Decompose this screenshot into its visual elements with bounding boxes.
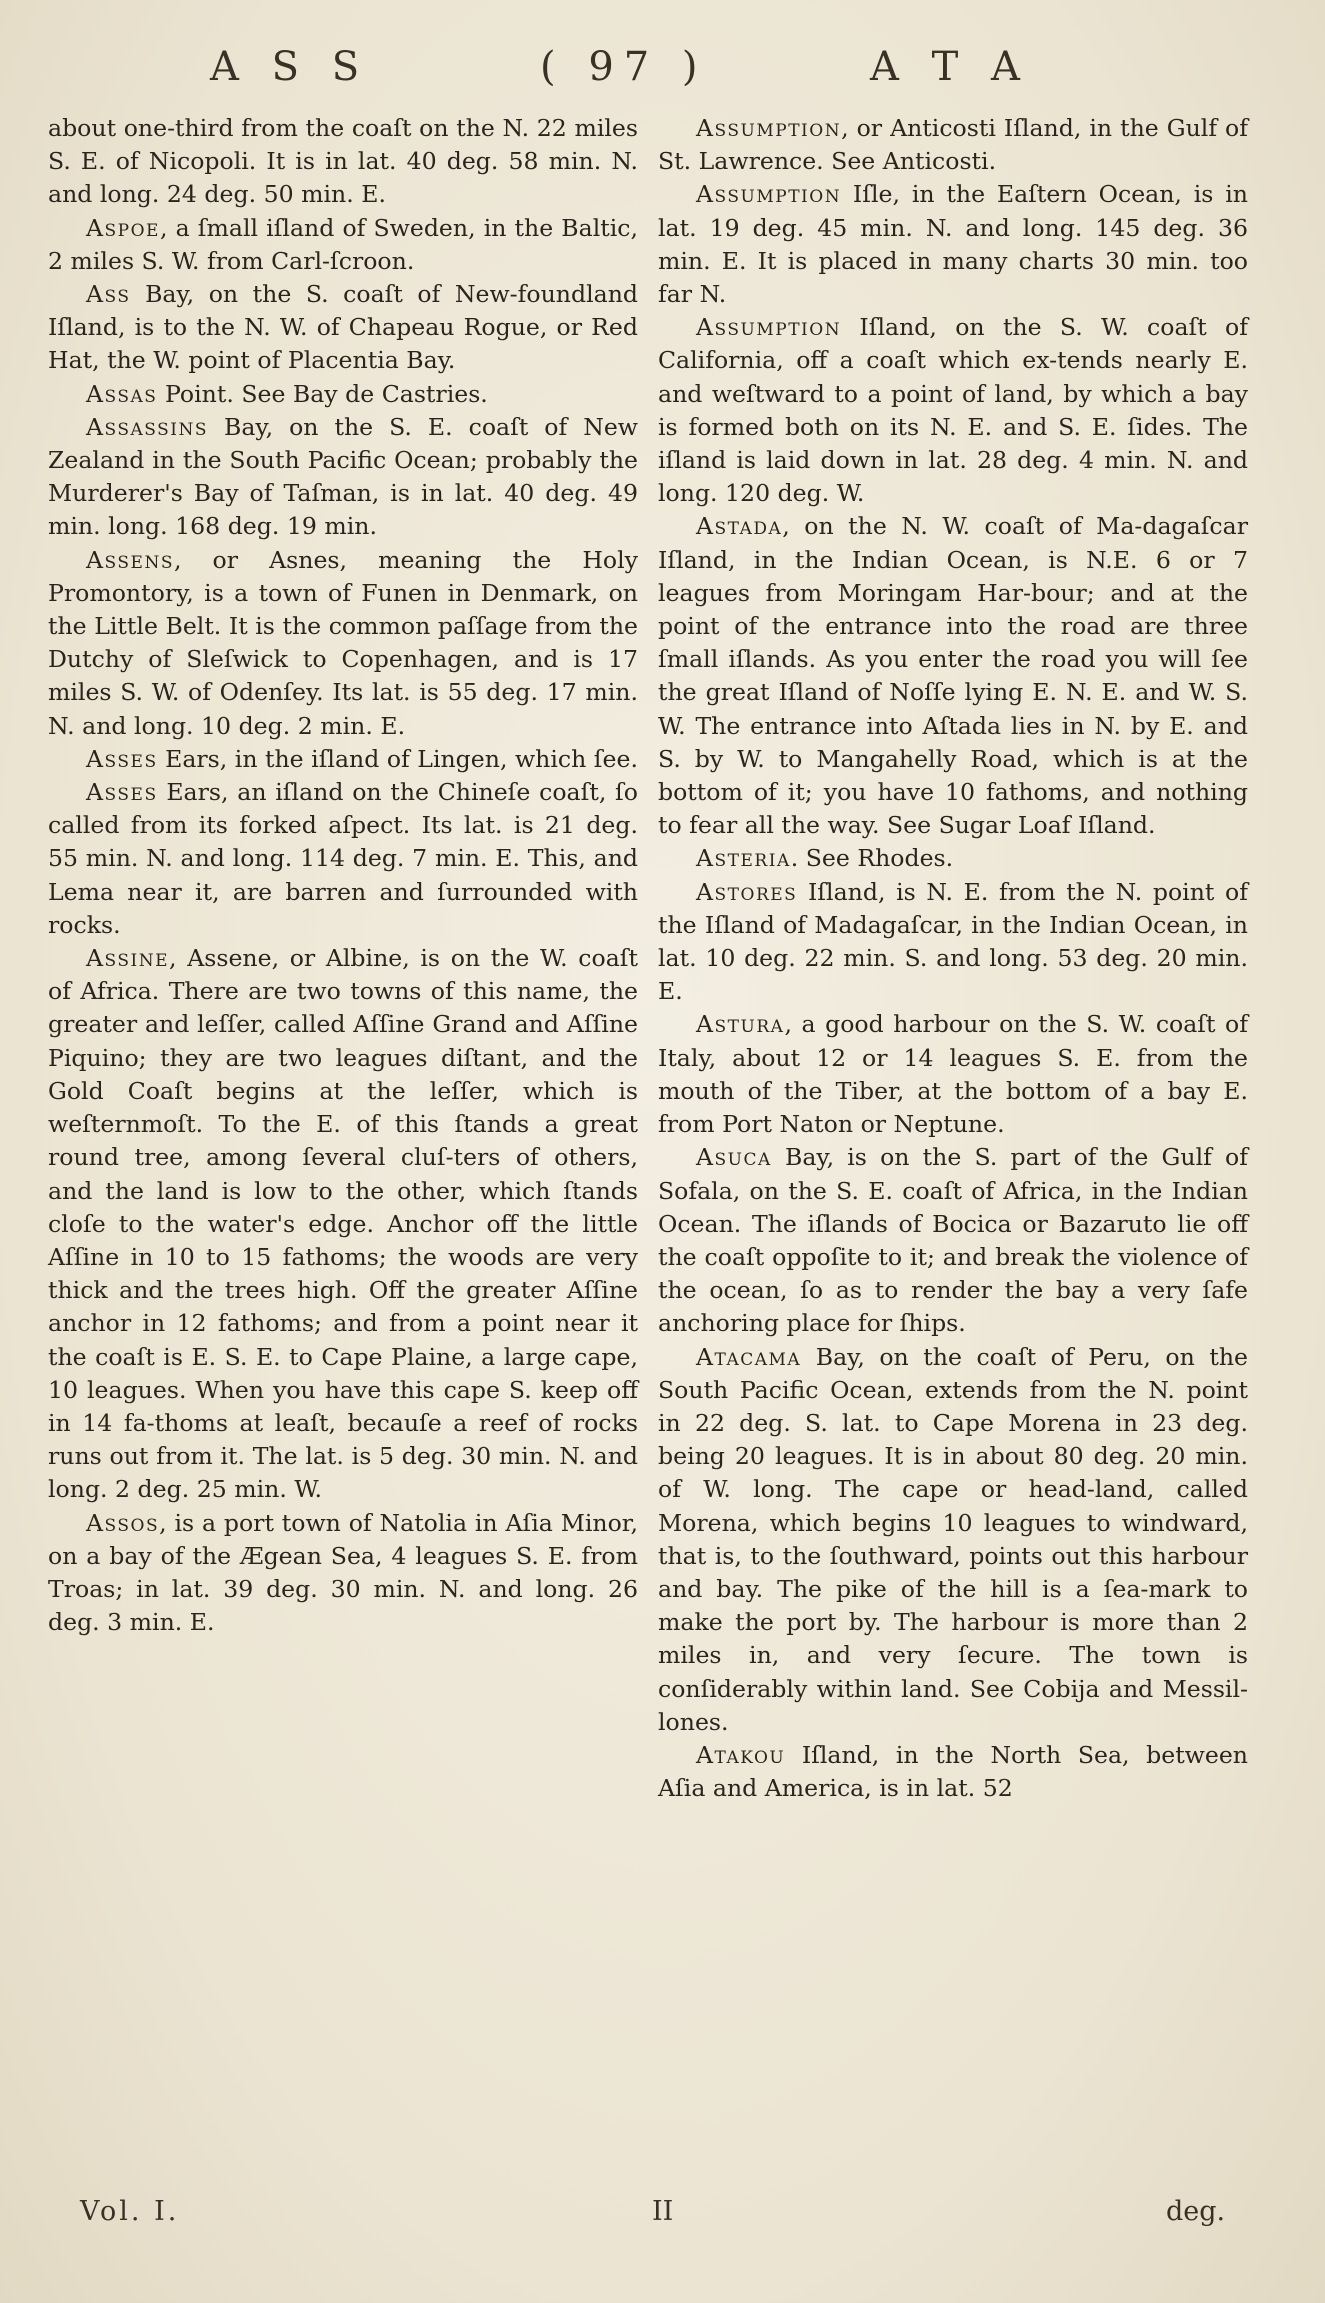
entry: Assumption, or Anticosti Iſland, in the Gulf of St. Lawrence. See Anticosti. bbox=[658, 114, 1248, 176]
left-column bbox=[48, 112, 638, 1639]
page-number: ( 97 ) bbox=[540, 44, 708, 90]
entry: Assens, or Asnes, meaning the Holy Promontory, is a town of Funen in Denmark, on the Little Belt. It is the common paſſage from the Dutchy of Sleſwick to Copenhagen, and is 17 miles S. W. of Odenſey. Its lat. is 55 deg. 17 min. N. and long. 10 deg. 2 min. E. bbox=[48, 545, 638, 740]
entry: Assos, is a port town of Natolia in Aſia Minor, on a bay of the Ægean Sea, 4 leagues S. E. from Troas; in lat. 39 deg. 30 min. N. and long. 26 deg. 3 min. E. bbox=[48, 1508, 638, 1637]
entry: Astores Iſland, is N. E. from the N. point of the Iſland of Madagaſcar, in the Indian Ocean, in lat. 10 deg. 22 min. S. and long. 53 deg. 20 min. E. bbox=[658, 877, 1248, 1006]
entry: Aspoe, a ſmall iſland of Sweden, in the Baltic, 2 miles S. W. from Carl-ſcroon. bbox=[48, 213, 638, 275]
entry: Astura, a good harbour on the S. W. coaſt of Italy, about 12 or 14 leagues S. E. from the mouth of the Tiber, at the bottom of a bay E. from Port Naton or Neptune. bbox=[658, 1010, 1248, 1139]
entry: Assine, Assene, or Albine, is on the W. coaſt of Africa. There are two towns of this name, the greater and leſſer, called Aſſine Grand and Aſſine Piquino; they are two leagues diſtant, and the Gold Coaſt begins at the leſſer, which is weſternmoſt. To the E. of this ſtands a great round tree, among ſeveral cluſ-ters of others, and the land is low to the other, which ſtands cloſe to the water's edge. Anchor off the little Aſſine in 10 to 15 fathoms; the woods are very thick and the trees high. Off the greater Aſſine anchor in 12 fathoms; and from a point near it the coaſt is E. S. E. to Cape Plaine, a large cape, 10 leagues. When you have this cape S. keep off in 14 fa-thoms at leaſt, becauſe a reef of rocks runs out from it. The lat. is 5 deg. 30 min. N. and long. 2 deg. 25 min. W. bbox=[48, 944, 638, 1504]
entry: Asses Ears, an iſland on the Chineſe coaſt, ſo called from its forked aſpect. Its lat. is 21 deg. 55 min. N. and long. 114 deg. 7 min. E. This, and Lema near it, are barren and ſurrounded with rocks. bbox=[48, 778, 638, 939]
entry: Astada, on the N. W. coaſt of Ma-dagaſcar Iſland, in the Indian Ocean, is N.E. 6 or 7 leagues from Moringam Har-bour; and at the point of the entrance into the road are three ſmall iſlands. As you enter the road you will ſee the great Iſland of Noſſe lying E. N. E. and W. S. W. The entrance into Aſtada lies in N. by E. and S. by W. to Mangahelly Road, which is at the bottom of it; you have 10 fathoms, and nothing to fear all the way. See Sugar Loaf Iſland. bbox=[658, 512, 1248, 840]
entry: Ass Bay, on the S. coaſt of New-foundland Iſland, is to the N. W. of Chapeau Rogue, or Red Hat, the W. point of Placentia Bay. bbox=[48, 280, 638, 375]
entry: Atacama Bay, on the coaſt of Peru, on the South Pacific Ocean, extends from the N. point in 22 deg. S. lat. to Cape Morena in 23 deg. being 20 leagues. It is in about 80 deg. 20 min. of W. long. The cape or head-land, called Morena, which begins 10 leagues to windward, that is, to the ſouthward, points out this harbour and bay. The pike of the hill is a ſea-mark to make the port by. The harbour is more than 2 miles in, and very ſecure. The town is conſiderably within land. See Cobija and Messil-lones. bbox=[658, 1342, 1248, 1736]
entry: Assumption Iſle, in the Eaſtern Ocean, is in lat. 19 deg. 45 min. N. and long. 145 deg. 36 min. E. It is placed in many charts 30 min. too far N. bbox=[658, 180, 1248, 309]
entry: Asses Ears, in the iſland of Lingen, which ſee. bbox=[86, 744, 638, 773]
entry: Assas Point. See Bay de Castries. bbox=[86, 379, 488, 408]
header-right-guide-word: A T A bbox=[870, 44, 1030, 90]
signature-mark: II bbox=[652, 2196, 674, 2227]
header-left-guide-word: A S S bbox=[210, 44, 370, 90]
entry: Asuca Bay, is on the S. part of the Gulf of Sofala, on the S. E. coaſt of Africa, in the Indian Ocean. The iſlands of Bocica or Bazaruto lie off the coaſt oppoſite to it; and break the violence of the ocean, ſo as to render the bay a very ſafe anchoring place for ſhips. bbox=[658, 1143, 1248, 1338]
right-column bbox=[658, 112, 1248, 1805]
page-header bbox=[40, 44, 1285, 94]
volume-mark: Vol. I. bbox=[80, 2196, 180, 2227]
entry: about one-third from the coaſt on the N. 22 miles S. E. of Nicopoli. It is in lat. 40 deg. 58 min. N. and long. 24 deg. 50 min. E. bbox=[48, 114, 638, 209]
catchword: deg. bbox=[1166, 2196, 1226, 2227]
entry: Assumption Iſland, on the S. W. coaſt of California, off a coaſt which ex-tends nearly E. and weſtward to a point of land, by which a bay is formed both on its N. E. and S. E. ſides. The iſland is laid down in lat. 28 deg. 4 min. N. and long. 120 deg. W. bbox=[658, 313, 1248, 508]
entry: Asteria. See Rhodes. bbox=[696, 844, 954, 873]
entry: Assassins Bay, on the S. E. coaſt of New Zealand in the South Pacific Ocean; probably the Murderer's Bay of Taſman, is in lat. 40 deg. 49 min. long. 168 deg. 19 min. bbox=[48, 412, 638, 541]
entry: Atakou Iſland, in the North Sea, between Aſia and America, is in lat. 52 bbox=[658, 1740, 1248, 1803]
